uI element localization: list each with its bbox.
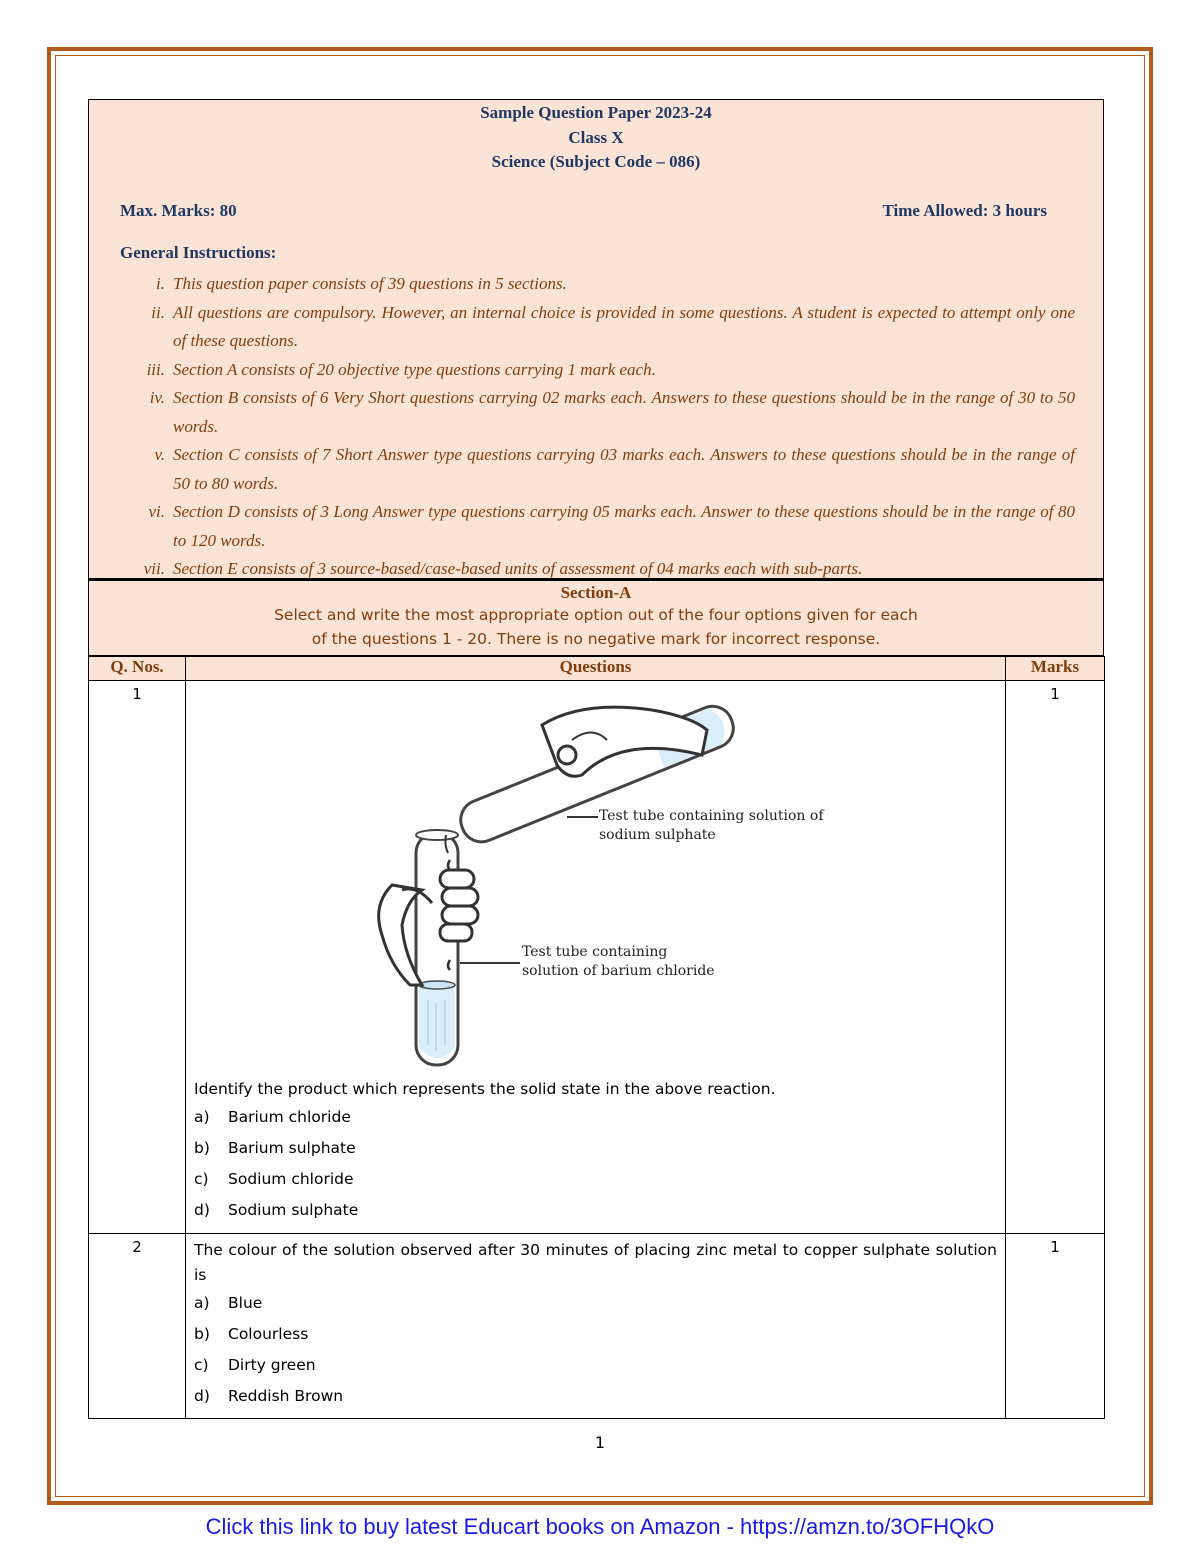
test-tube-illustration — [362, 685, 922, 1075]
option-b — [194, 1319, 997, 1350]
label-sodium-sulphate-tube — [599, 807, 824, 845]
paper-header — [88, 99, 1104, 579]
max-marks: Max. Marks: 80 — [120, 201, 237, 220]
question-text: Identify the product which represents the solid state in the above reaction. — [194, 1080, 776, 1098]
question-marks: 1 — [1006, 681, 1105, 1234]
class-label: Class X — [568, 128, 624, 147]
instruction-number: i. — [156, 274, 165, 293]
instruction-item — [89, 299, 1103, 356]
col-header-questions: Questions — [186, 657, 1006, 681]
option-text: Barium chloride — [228, 1108, 351, 1126]
instruction-number: vii. — [143, 559, 165, 578]
instruction-item — [89, 270, 1103, 299]
instruction-item — [89, 356, 1103, 385]
section-a-header — [88, 579, 1104, 656]
label-barium-chloride-tube — [522, 943, 715, 981]
instruction-text: All questions are compulsory. However, an internal choice is provided in some questions. A student is expected to attempt only one of these questions. — [173, 302, 1075, 350]
label-line: solution of barium chloride — [522, 963, 715, 979]
question-marks: 1 — [1006, 1234, 1105, 1419]
question-number: 1 — [89, 681, 186, 1234]
instruction-number: vi. — [148, 502, 165, 521]
instruction-number: iii. — [146, 359, 165, 379]
instruction-number: v. — [154, 445, 165, 464]
instruction-text: Section E consists of 3 source-based/case-based units of assessment of 04 marks each with sub-parts. — [173, 559, 863, 578]
option-b — [194, 1133, 997, 1164]
section-title: Section-A — [560, 583, 632, 602]
option-label: a) — [194, 1294, 210, 1312]
instruction-number: iv. — [149, 388, 165, 407]
page-number: 1 — [594, 1433, 606, 1452]
questions-table — [88, 656, 1105, 1419]
instructions-heading: General Instructions: — [120, 243, 277, 262]
time-allowed: Time Allowed: 3 hours — [882, 201, 1047, 220]
section-description-line-2: of the questions 1 - 20. There is no negative mark for incorrect response. — [311, 630, 881, 648]
question-number: 2 — [89, 1234, 186, 1419]
instruction-item — [89, 384, 1103, 441]
label-line: Test tube containing solution of — [599, 808, 824, 824]
paper-title: Sample Question Paper 2023-24 — [480, 103, 712, 122]
option-text: Colourless — [228, 1325, 309, 1343]
option-text: Barium sulphate — [228, 1139, 356, 1157]
option-label: d) — [194, 1387, 210, 1405]
option-label: b) — [194, 1139, 210, 1157]
instruction-text: Section B consists of 6 Very Short questions carrying 02 marks each. Answers to these questions should be in the range of 30 to 50 words. — [173, 388, 1075, 436]
label-line: Test tube containing — [522, 944, 668, 960]
table-header-row — [89, 657, 1105, 681]
label-line: sodium sulphate — [599, 827, 716, 843]
option-d — [194, 1195, 997, 1226]
table-row — [89, 681, 1105, 1234]
option-text: Blue — [228, 1294, 263, 1312]
instructions-list — [89, 270, 1103, 584]
option-a — [194, 1288, 997, 1319]
option-label: a) — [194, 1108, 210, 1126]
question-body — [186, 1234, 1006, 1419]
instruction-number: ii. — [151, 302, 165, 322]
subject-label: Science (Subject Code – 086) — [491, 152, 701, 171]
table-row — [89, 1234, 1105, 1419]
instruction-text: Section C consists of 7 Short Answer type questions carrying 03 marks each. Answers to these questions should be in the range of 50 to 80 words. — [173, 445, 1075, 493]
section-description-line-1: Select and write the most appropriate option out of the four options given for each — [274, 606, 918, 624]
instruction-text: This question paper consists of 39 questions in 5 sections. — [173, 274, 567, 293]
instruction-item — [89, 498, 1103, 555]
option-label: d) — [194, 1201, 210, 1219]
instruction-text: Section D consists of 3 Long Answer type questions carrying 05 marks each. Answer to these questions should be in the range of 80 to 120 words. — [173, 502, 1075, 550]
question-body — [186, 681, 1006, 1234]
option-label: c) — [194, 1356, 209, 1374]
amazon-books-link[interactable]: Click this link to buy latest Educart books on Amazon - https://amzn.to/3OFHQkO — [205, 1514, 995, 1539]
instruction-text: Section A consists of 20 objective type questions carrying 1 mark each. — [173, 359, 656, 379]
col-header-marks: Marks — [1006, 657, 1105, 681]
question-text: The colour of the solution observed after 30 minutes of placing zinc metal to copper sulphate solution is — [194, 1241, 997, 1284]
instruction-item — [89, 441, 1103, 498]
option-text: Dirty green — [228, 1356, 316, 1374]
option-label: b) — [194, 1325, 210, 1343]
marks-time-row — [120, 201, 1047, 221]
option-text: Sodium sulphate — [228, 1201, 359, 1219]
option-d — [194, 1381, 997, 1412]
option-text: Reddish Brown — [228, 1387, 344, 1405]
option-c — [194, 1164, 997, 1195]
option-text: Sodium chloride — [228, 1170, 354, 1188]
option-a — [194, 1102, 997, 1133]
option-label: c) — [194, 1170, 209, 1188]
option-c — [194, 1350, 997, 1381]
col-header-qno: Q. Nos. — [89, 657, 186, 681]
test-tube-experiment-figure — [362, 685, 922, 1075]
